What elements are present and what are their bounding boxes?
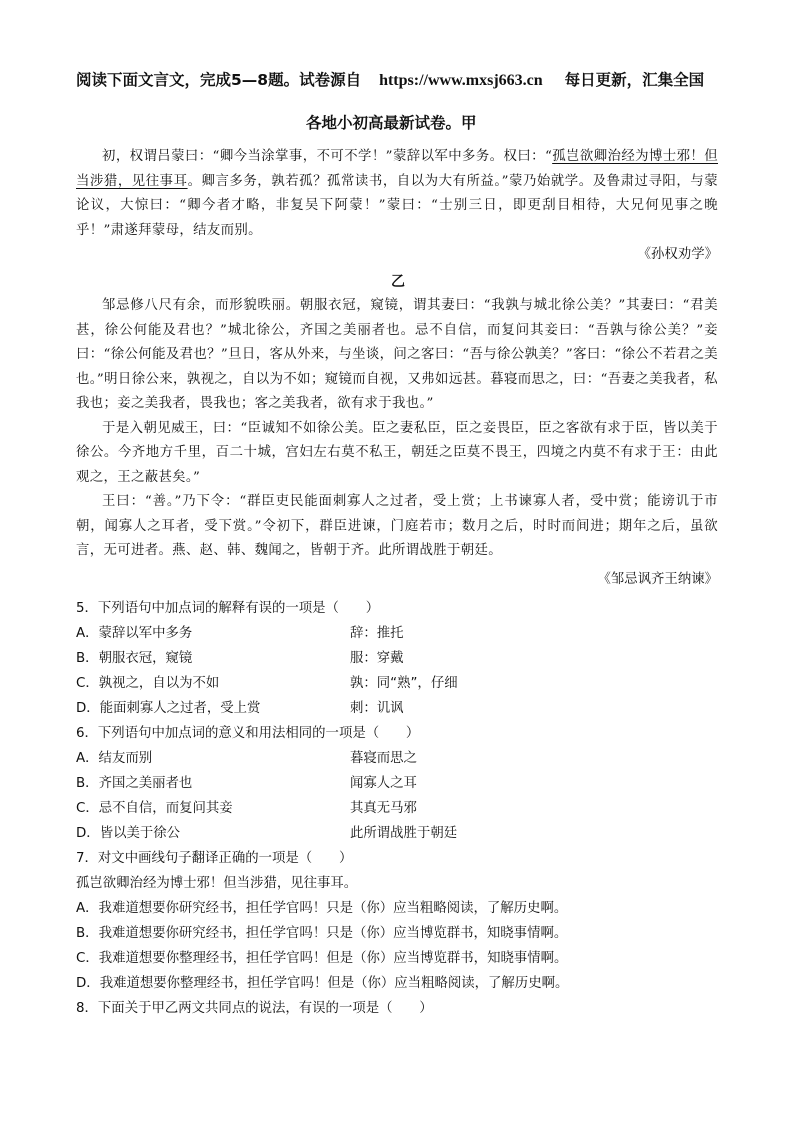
passage-yi-paragraph-1: 邹忌修八尺有余，而形貌昳丽。朝服衣冠，窥镜，谓其妻曰：“我孰与城北徐公美？”其妻曰：“君美甚，徐公何能及君也？”城北徐公，齐国之美丽者也。忌不自信，而复问其妾曰：“吾孰与徐公美？”妾曰：“徐公何能及君也？”旦日，客从外来，与坐谈，问之客曰：“吾与徐公孰美？”客曰：“徐公不若君之美也。”明日徐公来，孰视之，自以为不如；窥镜而自视，又弗如远甚。暮寝而思之，曰：“吾妻之美我者，私我也；妾之美我者，畏我也；客之美我者，欲有求于我也。”	[76, 298, 718, 411]
option-comparison: 其真无马邪	[350, 801, 417, 816]
question-7-option-c[interactable]: C．我难道想要你整理经书，担任学官吗！但是（你）应当博览群书，知晓事情啊。	[76, 951, 568, 966]
passage-jia-text-a: 初，权谓吕蒙曰：“卿今当涂掌事，不可不学！”蒙辞以军中多务。权曰：“	[102, 149, 553, 164]
option-explanation: 刺：讥讽	[350, 701, 404, 716]
question-7-option-d[interactable]: D．我难道想要你整理经书，担任学官吗！但是（你）应当粗略阅读，了解历史啊。	[76, 976, 569, 991]
option-explanation: 辞：推托	[350, 626, 404, 641]
question-5-option-c[interactable]	[76, 671, 726, 696]
option-text: B．朝服衣冠，窥镜	[76, 651, 193, 666]
question-5-option-b[interactable]	[76, 646, 726, 671]
passage-yi-source: 《邹忌讽齐王纳谏》	[597, 572, 718, 587]
question-6-option-b[interactable]	[76, 771, 726, 796]
passage-yi-title: 乙	[391, 274, 405, 290]
question-7-stem: 7．对文中画线句子翻译正确的一项是（ ）	[76, 851, 353, 866]
question-6-option-d[interactable]	[76, 821, 726, 846]
question-5-option-d[interactable]	[76, 696, 726, 721]
passage-jia-source: 《孙权劝学》	[637, 247, 718, 262]
option-text: A．结友而别	[76, 751, 153, 766]
header-intro: 阅读下面文言文，完成5—8题。试卷源自	[76, 71, 362, 89]
page-header	[76, 70, 726, 91]
page-subheader: 各地小初高最新试卷。甲	[306, 114, 477, 132]
question-7-option-a[interactable]: A．我难道想要你研究经书，担任学官吗！只是（你）应当粗略阅读，了解历史啊。	[76, 901, 568, 916]
option-text: D．皆以美于徐公	[76, 826, 181, 841]
passage-jia-paragraph	[76, 145, 718, 243]
passage-jia	[76, 145, 718, 243]
passage-yi-paragraph-2: 于是入朝见威王，曰：“臣诚知不如徐公美。臣之妻私臣，臣之妾畏臣，臣之客欲有求于臣，皆以美于徐公。今齐地方千里，百二十城，宫妇左右莫不私王，朝廷之臣莫不畏王，四境之内莫不有求于王：由此观之，王之蔽甚矣。”	[76, 420, 718, 485]
passage-yi-paragraph-3: 王曰：“善。”乃下令：“群臣吏民能面刺寡人之过者，受上赏；上书谏寡人者，受中赏；能谤讥于市朝，闻寡人之耳者，受下赏。”令初下，群臣进谏，门庭若市；数月之后，时时而间进；期年之后，虽欲言，无可进者。燕、赵、韩、魏闻之，皆朝于齐。此所谓战胜于朝廷。	[76, 494, 718, 558]
header-url[interactable]: https://www.mxsj663.cn	[379, 72, 543, 89]
option-comparison: 此所谓战胜于朝廷	[350, 826, 458, 841]
option-comparison: 闻寡人之耳	[350, 776, 417, 791]
header-tagline: 每日更新，汇集全国	[564, 71, 705, 89]
question-5-option-a[interactable]	[76, 621, 726, 646]
option-explanation: 服：穿戴	[350, 651, 404, 666]
passage-yi	[76, 294, 718, 564]
question-6-option-c[interactable]	[76, 796, 726, 821]
question-8-stem: 8．下面关于甲乙两文共同点的说法，有误的一项是（ ）	[76, 1001, 433, 1016]
underlined-sentence: 孤岂欲卿治经为博士邪！但当涉猎，见往事耳	[76, 149, 718, 189]
option-comparison: 暮寝而思之	[350, 751, 417, 766]
passage-jia-text-b: 。卿言多务，孰若孤？孤常读书，自以为大有所益。”蒙乃始就学。及鲁肃过寻阳，与蒙论议，大惊曰：“卿今者才略，非复吴下阿蒙！”蒙曰：“士别三日，即更刮目相待，大兄何见事之晚乎！”肃遂拜蒙母，结友而别。	[76, 173, 718, 238]
question-5-stem: 5．下列语句中加点词的解释有误的一项是（ ）	[76, 601, 380, 616]
option-text: A．蒙辞以军中多务	[76, 626, 193, 641]
question-7-option-b[interactable]: B．我难道想要你研究经书，担任学官吗！只是（你）应当博览群书，知晓事情啊。	[76, 926, 568, 941]
question-6-stem: 6．下列语句中加点词的意义和用法相同的一项是（ ）	[76, 726, 420, 741]
option-text: C．忌不自信，而复问其妾	[76, 801, 233, 816]
question-6-option-a[interactable]	[76, 746, 726, 771]
questions-section	[76, 596, 726, 1021]
option-text: D．能面刺寡人之过者，受上赏	[76, 701, 261, 716]
option-text: C．孰视之，自以为不如	[76, 676, 220, 691]
question-7-sentence: 孤岂欲卿治经为博士邪！但当涉猎，见往事耳。	[76, 876, 358, 891]
option-explanation: 孰：同“熟”，仔细	[350, 676, 458, 691]
option-text: B．齐国之美丽者也	[76, 776, 193, 791]
